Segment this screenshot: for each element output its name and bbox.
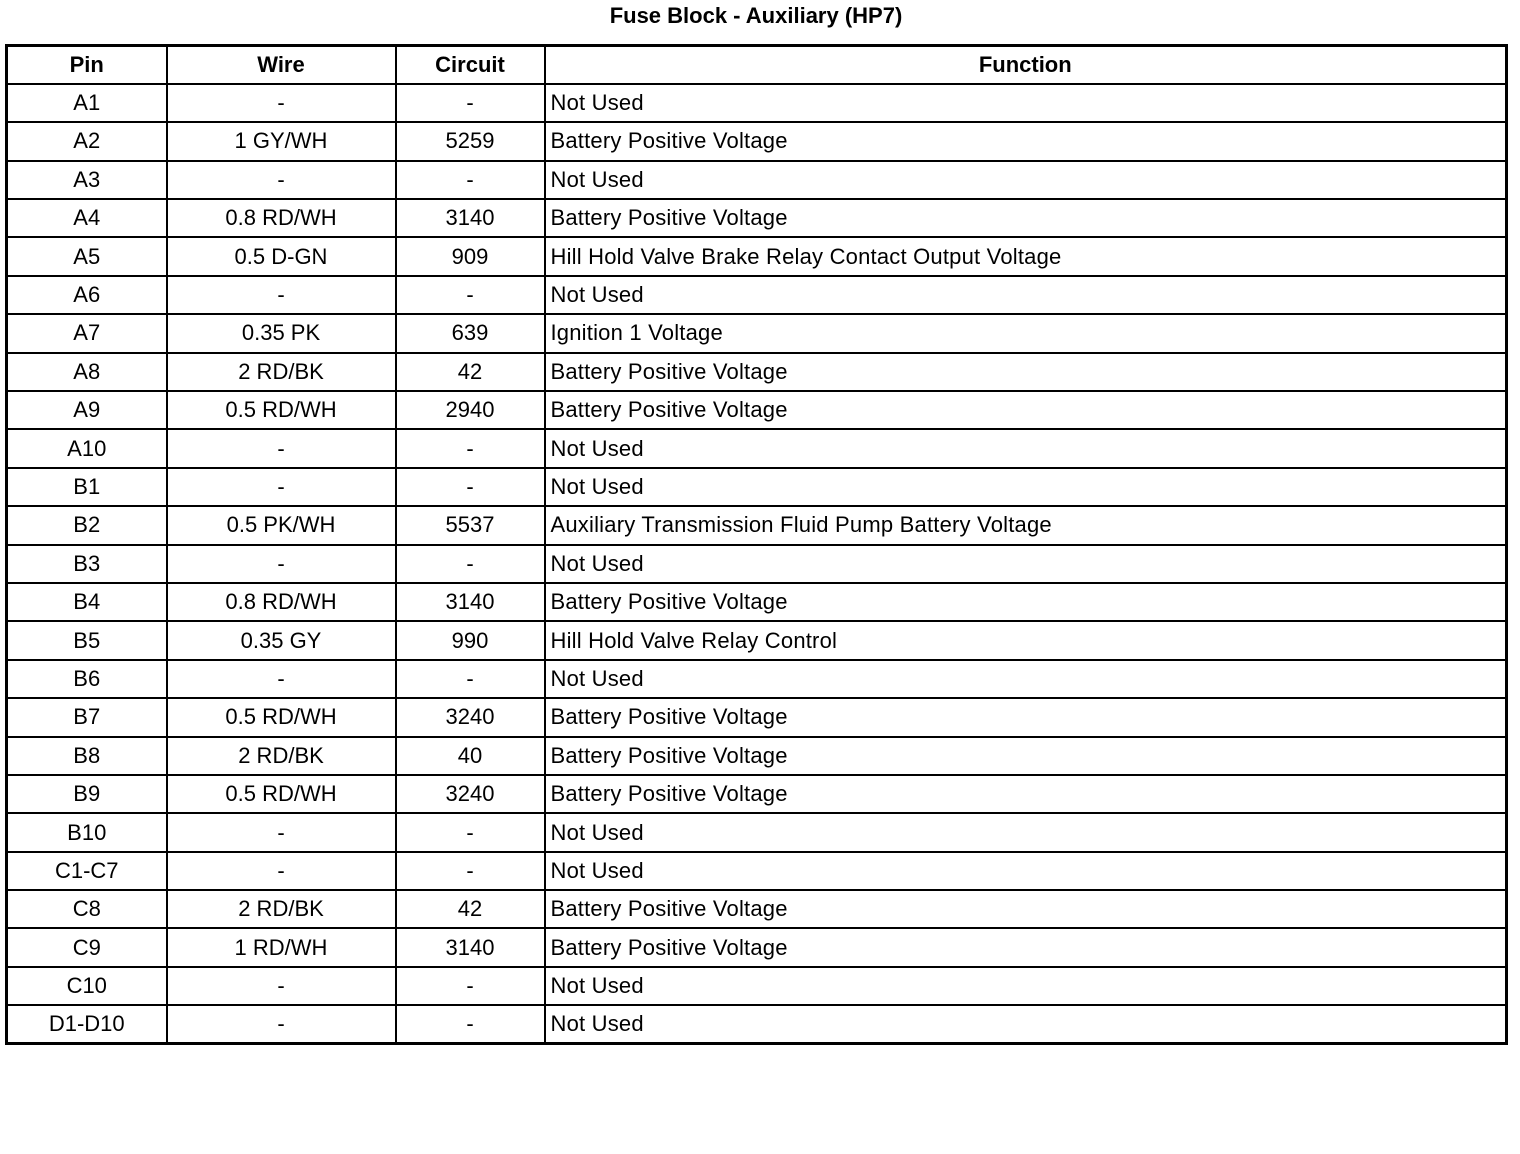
pin-cell: B1	[7, 468, 167, 506]
function-cell: Not Used	[545, 429, 1507, 467]
table-row	[7, 737, 1507, 775]
table-row	[7, 583, 1507, 621]
wire-cell: 0.5 RD/WH	[167, 391, 396, 429]
circuit-cell: -	[396, 276, 545, 314]
table-row	[7, 276, 1507, 314]
function-cell: Not Used	[545, 468, 1507, 506]
table-row	[7, 84, 1507, 122]
wire-cell: -	[167, 84, 396, 122]
wire-cell: 0.8 RD/WH	[167, 583, 396, 621]
function-cell: Battery Positive Voltage	[545, 737, 1507, 775]
function-cell: Auxiliary Transmission Fluid Pump Battery Voltage	[545, 506, 1507, 544]
wire-cell: 1 RD/WH	[167, 928, 396, 966]
pin-cell: A5	[7, 237, 167, 275]
wire-cell: 1 GY/WH	[167, 122, 396, 160]
pin-cell: C9	[7, 928, 167, 966]
circuit-cell: -	[396, 852, 545, 890]
table-header-row	[7, 46, 1507, 84]
pin-cell: B7	[7, 698, 167, 736]
circuit-cell: -	[396, 813, 545, 851]
pin-cell: C1-C7	[7, 852, 167, 890]
wire-cell: 0.5 RD/WH	[167, 775, 396, 813]
wire-cell: 0.5 RD/WH	[167, 698, 396, 736]
circuit-cell: 3140	[396, 928, 545, 966]
circuit-cell: 3140	[396, 583, 545, 621]
header-function: Function	[545, 46, 1507, 84]
pin-cell: A7	[7, 314, 167, 352]
circuit-cell: -	[396, 161, 545, 199]
pin-cell: C10	[7, 967, 167, 1005]
wire-cell: -	[167, 468, 396, 506]
table-row	[7, 1005, 1507, 1043]
table-row	[7, 928, 1507, 966]
circuit-cell: 3240	[396, 775, 545, 813]
page-title: Fuse Block - Auxiliary (HP7)	[609, 3, 903, 28]
table-row	[7, 852, 1507, 890]
table-row	[7, 967, 1507, 1005]
table-body	[7, 84, 1507, 1044]
wire-cell: 0.35 PK	[167, 314, 396, 352]
function-cell: Not Used	[545, 967, 1507, 1005]
table-row	[7, 161, 1507, 199]
function-cell: Battery Positive Voltage	[545, 928, 1507, 966]
pin-cell: A2	[7, 122, 167, 160]
circuit-cell: -	[396, 1005, 545, 1043]
pin-cell: A8	[7, 353, 167, 391]
table-row	[7, 545, 1507, 583]
wire-cell: -	[167, 161, 396, 199]
header-pin: Pin	[7, 46, 167, 84]
circuit-cell: -	[396, 967, 545, 1005]
circuit-cell: 5537	[396, 506, 545, 544]
wire-cell: -	[167, 660, 396, 698]
function-cell: Hill Hold Valve Relay Control	[545, 621, 1507, 659]
circuit-cell: 42	[396, 353, 545, 391]
function-cell: Not Used	[545, 660, 1507, 698]
function-cell: Not Used	[545, 161, 1507, 199]
wire-cell: -	[167, 276, 396, 314]
function-cell: Not Used	[545, 852, 1507, 890]
wire-cell: -	[167, 813, 396, 851]
table-row	[7, 353, 1507, 391]
function-cell: Ignition 1 Voltage	[545, 314, 1507, 352]
function-cell: Battery Positive Voltage	[545, 890, 1507, 928]
function-cell: Battery Positive Voltage	[545, 353, 1507, 391]
wire-cell: -	[167, 967, 396, 1005]
wire-cell: -	[167, 545, 396, 583]
table-row	[7, 468, 1507, 506]
pin-cell: B3	[7, 545, 167, 583]
wire-cell: 2 RD/BK	[167, 890, 396, 928]
wire-cell: 2 RD/BK	[167, 353, 396, 391]
function-cell: Not Used	[545, 813, 1507, 851]
pin-cell: B6	[7, 660, 167, 698]
pin-cell: A9	[7, 391, 167, 429]
table-row	[7, 199, 1507, 237]
circuit-cell: 3240	[396, 698, 545, 736]
function-cell: Battery Positive Voltage	[545, 199, 1507, 237]
function-cell: Battery Positive Voltage	[545, 391, 1507, 429]
function-cell: Not Used	[545, 84, 1507, 122]
circuit-cell: -	[396, 468, 545, 506]
header-circuit: Circuit	[396, 46, 545, 84]
function-cell: Not Used	[545, 545, 1507, 583]
table-row	[7, 391, 1507, 429]
pin-cell: A3	[7, 161, 167, 199]
wire-cell: 0.5 PK/WH	[167, 506, 396, 544]
pin-cell: D1-D10	[7, 1005, 167, 1043]
circuit-cell: -	[396, 84, 545, 122]
circuit-cell: 5259	[396, 122, 545, 160]
function-cell: Battery Positive Voltage	[545, 122, 1507, 160]
circuit-cell: 40	[396, 737, 545, 775]
wire-cell: -	[167, 429, 396, 467]
table-row	[7, 429, 1507, 467]
pin-cell: A10	[7, 429, 167, 467]
pin-cell: B8	[7, 737, 167, 775]
function-cell: Battery Positive Voltage	[545, 583, 1507, 621]
circuit-cell: 2940	[396, 391, 545, 429]
function-cell: Hill Hold Valve Brake Relay Contact Output Voltage	[545, 237, 1507, 275]
pin-cell: B10	[7, 813, 167, 851]
circuit-cell: 909	[396, 237, 545, 275]
circuit-cell: 639	[396, 314, 545, 352]
pin-cell: B2	[7, 506, 167, 544]
circuit-cell: -	[396, 545, 545, 583]
function-cell: Not Used	[545, 276, 1507, 314]
circuit-cell: -	[396, 429, 545, 467]
table-row	[7, 775, 1507, 813]
function-cell: Battery Positive Voltage	[545, 775, 1507, 813]
pin-cell: B9	[7, 775, 167, 813]
table-row	[7, 237, 1507, 275]
table-row	[7, 506, 1507, 544]
table-row	[7, 314, 1507, 352]
wire-cell: 0.8 RD/WH	[167, 199, 396, 237]
function-cell: Not Used	[545, 1005, 1507, 1043]
circuit-cell: 990	[396, 621, 545, 659]
table-row	[7, 660, 1507, 698]
pinout-table	[5, 44, 1508, 1045]
circuit-cell: -	[396, 660, 545, 698]
header-wire: Wire	[167, 46, 396, 84]
pin-cell: A6	[7, 276, 167, 314]
wire-cell: 0.35 GY	[167, 621, 396, 659]
pin-cell: A4	[7, 199, 167, 237]
pin-cell: B5	[7, 621, 167, 659]
table-row	[7, 621, 1507, 659]
wire-cell: -	[167, 1005, 396, 1043]
circuit-cell: 42	[396, 890, 545, 928]
pin-cell: A1	[7, 84, 167, 122]
table-row	[7, 698, 1507, 736]
wire-cell: -	[167, 852, 396, 890]
pin-cell: B4	[7, 583, 167, 621]
function-cell: Battery Positive Voltage	[545, 698, 1507, 736]
table-row	[7, 813, 1507, 851]
wire-cell: 2 RD/BK	[167, 737, 396, 775]
table-row	[7, 122, 1507, 160]
wire-cell: 0.5 D-GN	[167, 237, 396, 275]
table-row	[7, 890, 1507, 928]
pin-cell: C8	[7, 890, 167, 928]
circuit-cell: 3140	[396, 199, 545, 237]
